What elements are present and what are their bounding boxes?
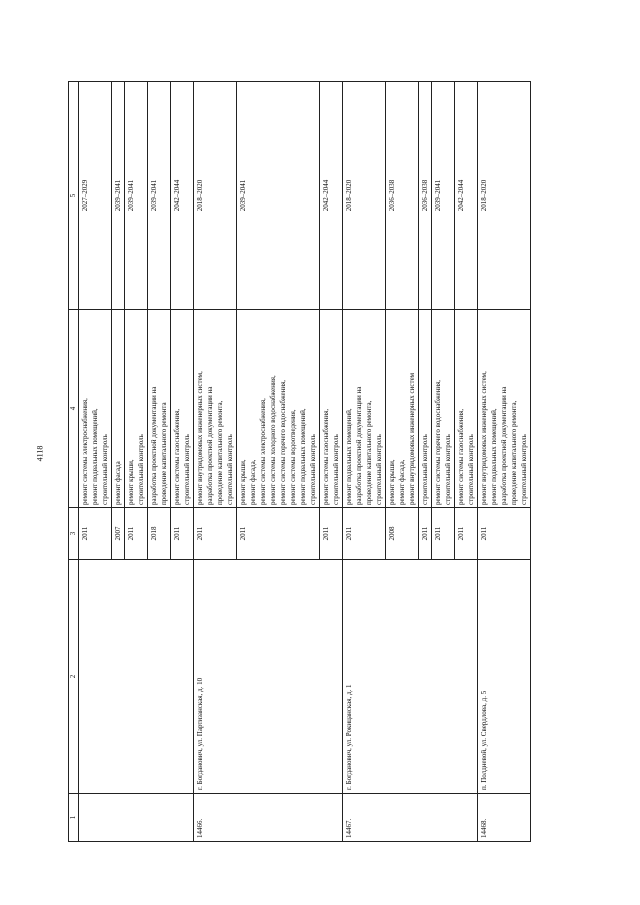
work-item: ремонт системы газоснабжения,	[322, 408, 330, 505]
work-item: строительный контроль	[137, 434, 145, 505]
work-item: ремонт подвальных помещений,	[345, 408, 353, 505]
works-cell	[343, 310, 386, 508]
period-cell: 2039–2041	[125, 82, 148, 310]
period-cell: 2042–2044	[320, 82, 343, 310]
header-col-4: 4	[69, 310, 79, 508]
work-item: проведение капитального ремонта,	[216, 400, 224, 505]
year-cell: 2007	[112, 508, 125, 560]
work-item: строительный контроль	[444, 434, 452, 505]
works-cell	[419, 310, 432, 508]
work-item: строительный контроль	[421, 434, 429, 505]
period-cell: 2036–2038	[386, 82, 419, 310]
work-item: разработка проектной документации на	[206, 386, 214, 505]
period-cell: 2027–2029	[79, 82, 112, 310]
work-item: строительный контроль	[183, 434, 191, 505]
repair-schedule-table	[68, 81, 531, 842]
period-cell: 2018–2020	[478, 82, 531, 310]
year-cell: 2011	[478, 508, 531, 560]
page-number: 4118	[35, 445, 45, 462]
works-cell	[171, 310, 194, 508]
work-item: ремонт фасада,	[398, 459, 406, 505]
table-row	[194, 82, 237, 842]
table-row	[343, 82, 386, 842]
row-number: 14467.	[343, 794, 478, 842]
work-item: ремонт крыши,	[388, 459, 396, 505]
works-cell	[455, 310, 478, 508]
table-header-row	[69, 82, 79, 842]
work-item: разработка проектной документации на	[355, 386, 363, 505]
year-cell: 2011	[79, 508, 112, 560]
header-col-2: 2	[69, 560, 79, 794]
address-cell: г. Богданович, ул. Партизанская, д. 10	[194, 560, 343, 794]
period-cell: 2039–2041	[112, 82, 125, 310]
year-cell: 2011	[419, 508, 432, 560]
period-cell: 2018–2020	[343, 82, 386, 310]
year-cell: 2011	[194, 508, 237, 560]
period-cell: 2018–2020	[194, 82, 237, 310]
year-cell: 2011	[171, 508, 194, 560]
year-cell: 2008	[386, 508, 419, 560]
period-cell: 2039–2041	[432, 82, 455, 310]
work-item: проведение капитального ремонта	[160, 402, 168, 505]
work-item: ремонт системы холодного водоснабжения,	[269, 375, 277, 505]
row-number: 14466.	[194, 794, 343, 842]
work-item: ремонт внутридомовых инженерных систем,	[480, 371, 488, 505]
work-item: строительный контроль	[332, 434, 340, 505]
work-item: строительный контроль	[467, 434, 475, 505]
year-cell: 2011	[125, 508, 148, 560]
row-number	[79, 794, 194, 842]
year-cell: 2011	[237, 508, 320, 560]
address-cell	[79, 560, 194, 794]
work-item: ремонт системы горячего водоснабжения,	[279, 379, 287, 505]
works-cell	[125, 310, 148, 508]
work-item: ремонт фасада	[114, 461, 122, 505]
work-item: ремонт системы газоснабжения,	[457, 408, 465, 505]
work-item: ремонт системы водоотведения,	[289, 409, 297, 505]
table-row	[478, 82, 531, 842]
header-col-1: 1	[69, 794, 79, 842]
work-item: строительный контроль	[226, 434, 234, 505]
work-item: проведение капитального ремонта,	[365, 400, 373, 505]
works-cell	[194, 310, 237, 508]
work-item: ремонт системы электроснабжения,	[81, 398, 89, 505]
works-cell	[478, 310, 531, 508]
works-cell	[148, 310, 171, 508]
work-item: ремонт подвальных помещений,	[490, 408, 498, 505]
period-cell: 2036–2038	[419, 82, 432, 310]
period-cell: 2042–2044	[455, 82, 478, 310]
work-item: строительный контроль	[375, 434, 383, 505]
work-item: ремонт подвальных помещений,	[91, 408, 99, 505]
year-cell: 2011	[455, 508, 478, 560]
address-cell: п. Полдневой, ул. Свердлова, д. 5	[478, 560, 531, 794]
period-cell: 2039–2041	[237, 82, 320, 310]
work-item: строительный контроль	[520, 434, 528, 505]
table-row	[79, 82, 112, 842]
works-cell	[237, 310, 320, 508]
work-item: ремонт подвальных помещений,	[299, 408, 307, 505]
work-item: ремонт системы газоснабжения,	[173, 408, 181, 505]
address-cell: г. Богданович, ул. Рокицанская, д. 1	[343, 560, 478, 794]
work-item: разработка проектной документации на	[500, 386, 508, 505]
work-item: ремонт системы горячего водоснабжения,	[434, 379, 442, 505]
period-cell: 2039–2041	[148, 82, 171, 310]
works-cell	[432, 310, 455, 508]
work-item: ремонт внутридомовых инженерных систем,	[196, 371, 204, 505]
row-number: 14468.	[478, 794, 531, 842]
header-col-5: 5	[69, 82, 79, 310]
works-cell	[112, 310, 125, 508]
table-container	[68, 82, 572, 842]
work-item: строительный контроль	[309, 434, 317, 505]
year-cell: 2011	[343, 508, 386, 560]
works-cell	[386, 310, 419, 508]
year-cell: 2011	[320, 508, 343, 560]
work-item: ремонт фасада,	[249, 459, 257, 505]
year-cell: 2011	[432, 508, 455, 560]
work-item: разработка проектной документации на	[150, 386, 158, 505]
header-col-3: 3	[69, 508, 79, 560]
works-cell	[320, 310, 343, 508]
work-item: ремонт внутридомовых инженерных систем	[408, 372, 416, 505]
work-item: строительный контроль	[101, 434, 109, 505]
works-cell	[79, 310, 112, 508]
period-cell: 2042–2044	[171, 82, 194, 310]
work-item: проведение капитального ремонта,	[510, 400, 518, 505]
work-item: ремонт системы электроснабжения,	[259, 398, 267, 505]
work-item: ремонт крыши,	[239, 459, 247, 505]
work-item: ремонт крыши,	[127, 459, 135, 505]
year-cell: 2018	[148, 508, 171, 560]
